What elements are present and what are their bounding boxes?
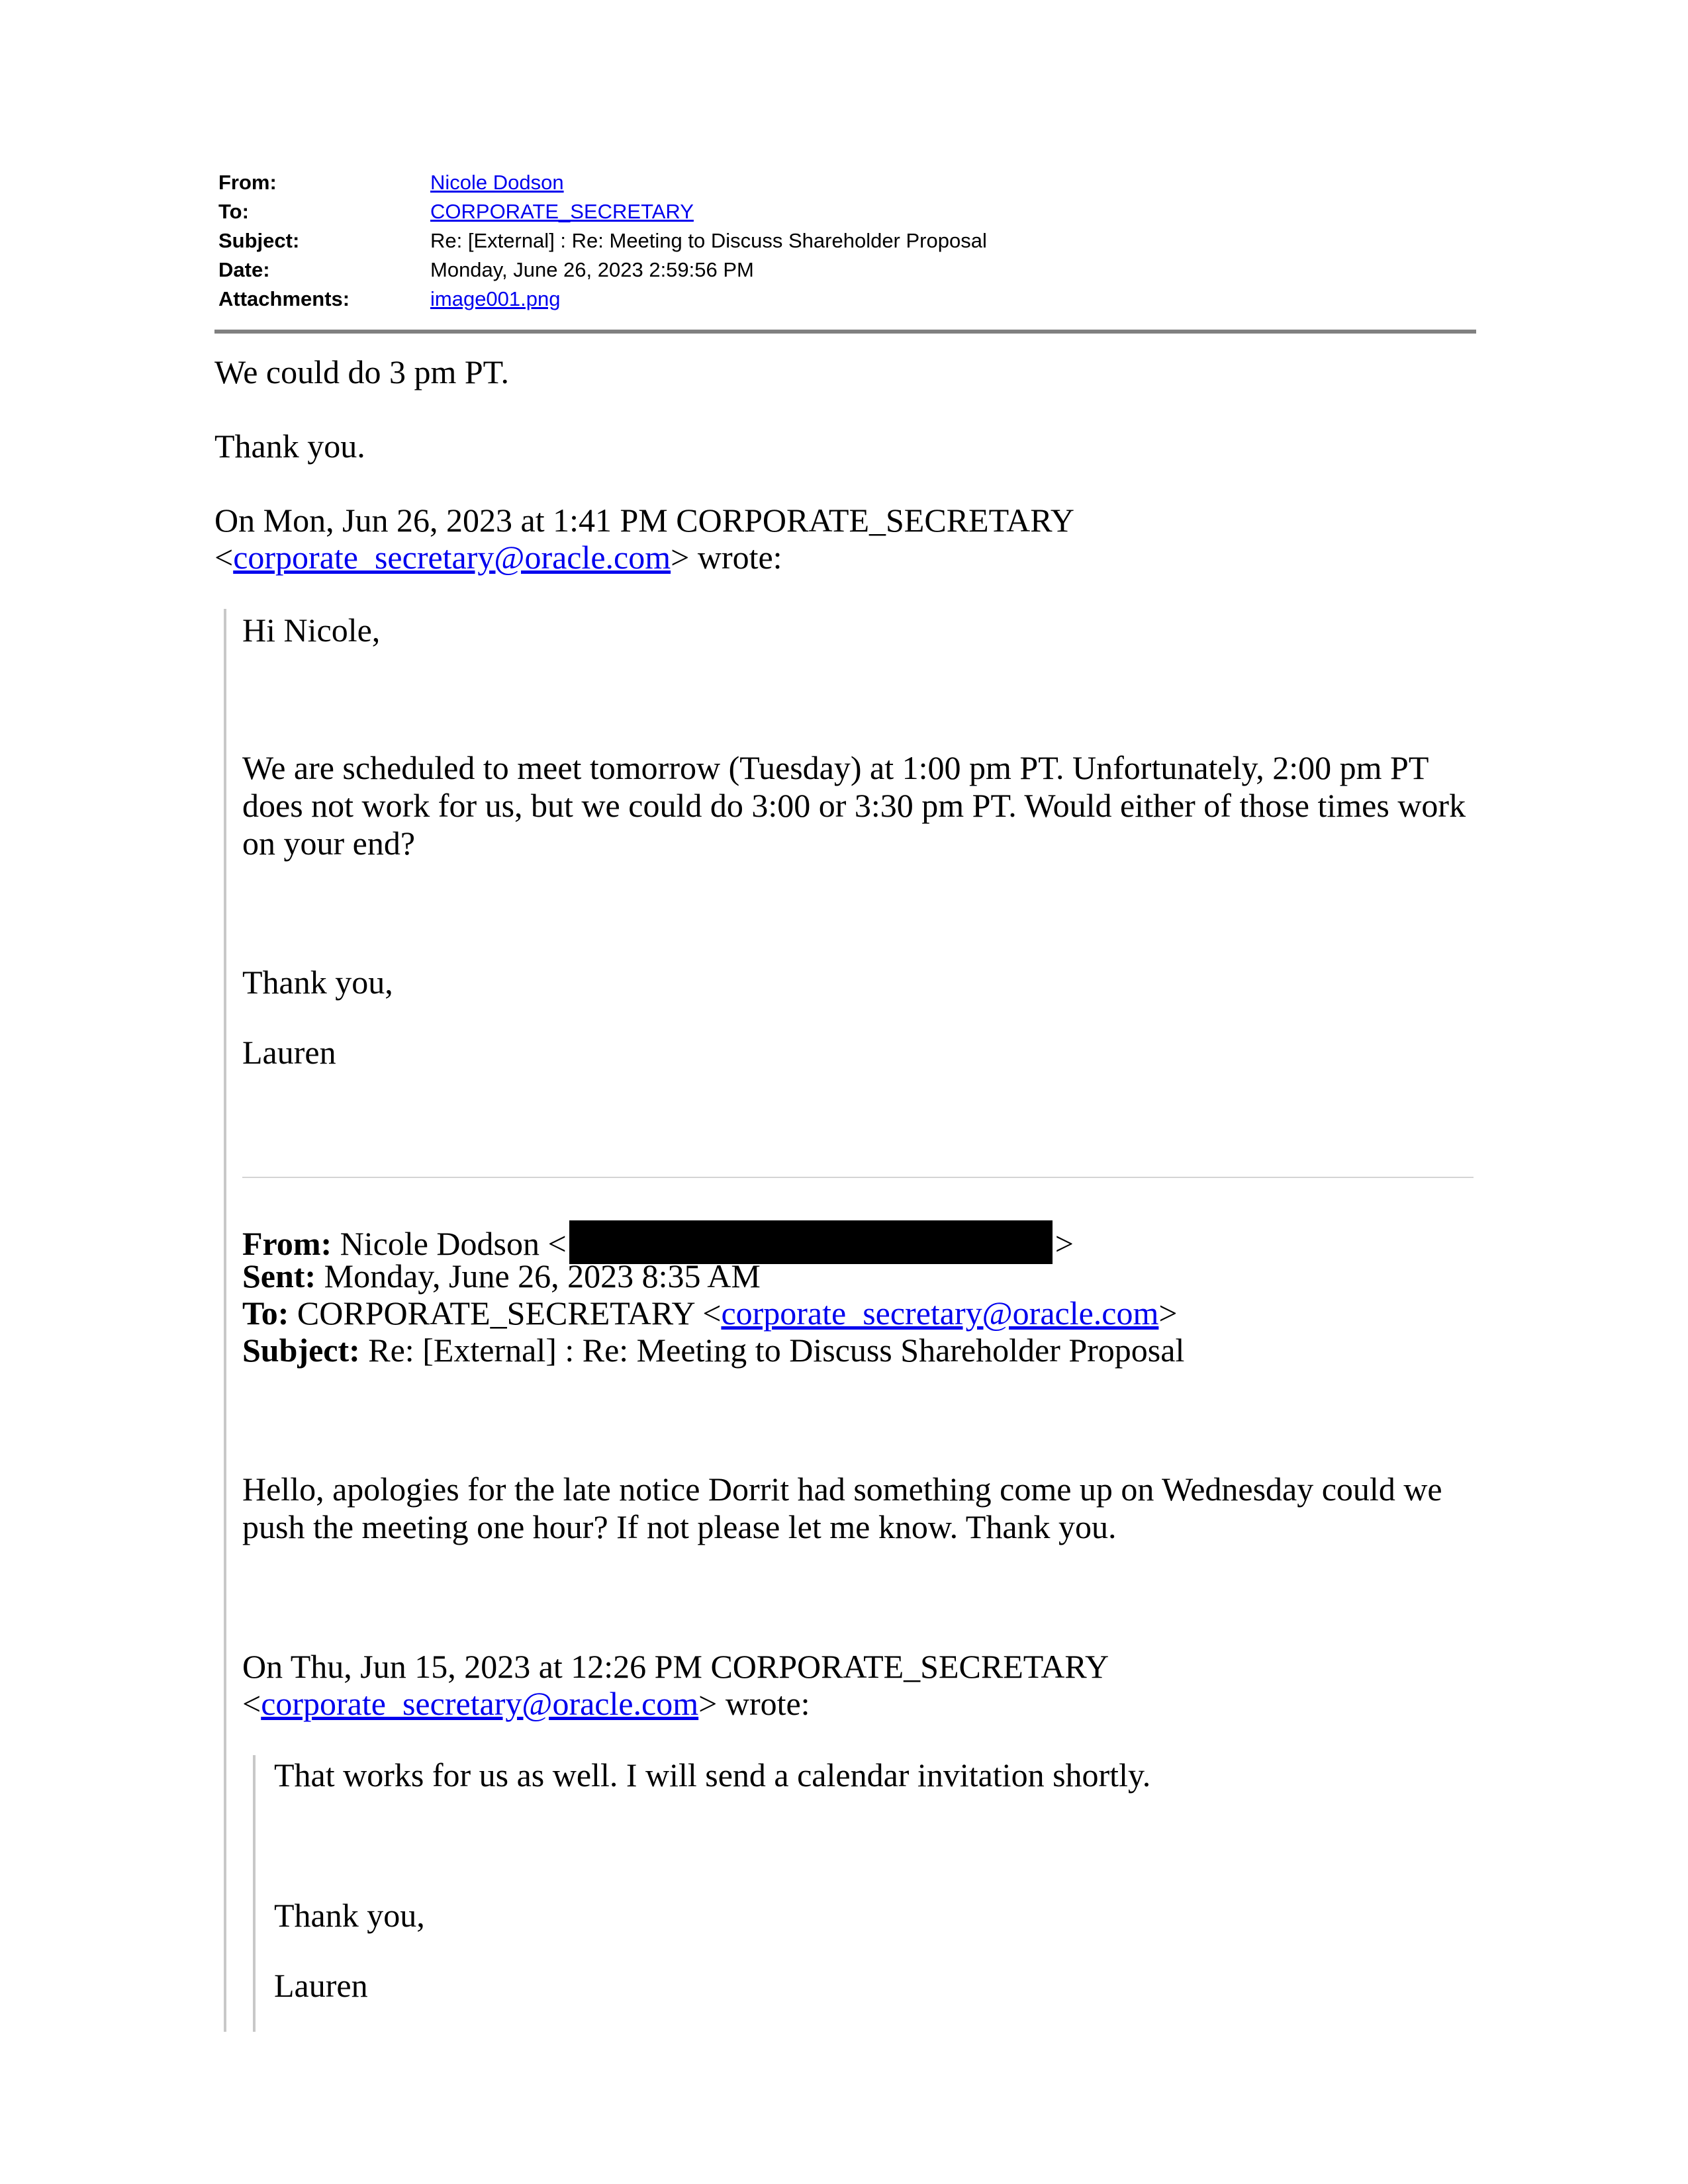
quote2-closing: Thank you, xyxy=(274,1897,425,1934)
reply-attribution-line-2 xyxy=(214,539,782,576)
quote-bar-level-2 xyxy=(253,1755,256,2032)
forwarded-to-value: CORPORATE_SECRETARY < xyxy=(297,1295,722,1332)
header-to-row xyxy=(218,197,1476,226)
header-attachments-label: Attachments: xyxy=(218,287,350,310)
quote1-signature: Lauren xyxy=(242,1034,336,1071)
forwarded-divider xyxy=(242,1177,1474,1178)
forwarded-to-email-link[interactable]: corporate_secretary@oracle.com xyxy=(721,1295,1159,1332)
header-from-row xyxy=(218,168,1476,197)
attachment-link[interactable]: image001.png xyxy=(430,287,561,310)
forwarded-body: Hello, apologies for the late notice Dorrit had something come up on Wednesday could we push the meeting one hour? If not please let me know. Thank you. xyxy=(242,1471,1442,1545)
forwarded-attribution-line-1: On Thu, Jun 15, 2023 at 12:26 PM CORPORATE_SECRETARY xyxy=(242,1648,1109,1685)
header-from-link[interactable]: Nicole Dodson xyxy=(430,171,564,194)
header-divider xyxy=(214,330,1476,334)
forwarded-sent-label: Sent: xyxy=(242,1257,316,1295)
header-subject-row xyxy=(218,226,1476,255)
forwarded-from-label: From: xyxy=(242,1225,332,1262)
quote1-greeting: Hi Nicole, xyxy=(242,612,381,649)
quote2-body: That works for us as well. I will send a calendar invitation shortly. xyxy=(274,1756,1151,1794)
reply-attribution-email-link[interactable]: corporate_secretary@oracle.com xyxy=(233,539,671,576)
forwarded-sent-line xyxy=(242,1257,761,1295)
forwarded-attribution-open: < xyxy=(242,1685,261,1722)
reply-line-2: Thank you. xyxy=(214,428,365,465)
forwarded-to-label: To: xyxy=(242,1295,289,1332)
forwarded-from-close: > xyxy=(1055,1225,1074,1262)
forwarded-attribution-email-link[interactable]: corporate_secretary@oracle.com xyxy=(261,1685,699,1722)
reply-line-1: We could do 3 pm PT. xyxy=(214,353,509,390)
header-subject-value: Re: [External] : Re: Meeting to Discuss Shareholder Proposal xyxy=(430,229,987,252)
header-to-label: To: xyxy=(218,200,249,223)
forwarded-from-value: Nicole Dodson < xyxy=(340,1225,567,1262)
header-date-value: Monday, June 26, 2023 2:59:56 PM xyxy=(430,258,754,281)
reply-attribution-close: > wrote: xyxy=(671,539,782,576)
forwarded-attribution-line-2 xyxy=(242,1685,810,1723)
reply-attribution-line-1: On Mon, Jun 26, 2023 at 1:41 PM CORPORATE_SECRETARY xyxy=(214,502,1074,539)
header-date-row xyxy=(218,255,1476,285)
forwarded-subject-label: Subject: xyxy=(242,1332,360,1369)
quote1-closing: Thank you, xyxy=(242,964,393,1001)
header-date-label: Date: xyxy=(218,258,270,281)
header-to-link[interactable]: CORPORATE_SECRETARY xyxy=(430,200,694,223)
header-from-label: From: xyxy=(218,171,277,194)
forwarded-subject-value: Re: [External] : Re: Meeting to Discuss Shareholder Proposal xyxy=(368,1332,1185,1369)
forwarded-sent-value: Monday, June 26, 2023 8:35 AM xyxy=(324,1257,761,1295)
forwarded-to-line xyxy=(242,1295,1178,1332)
quote1-body: We are scheduled to meet tomorrow (Tuesday) at 1:00 pm PT. Unfortunately, 2:00 pm PT does not work for us, but we could do 3:00 or 3:30 pm PT. Would either of those times work on your end? xyxy=(242,749,1466,862)
email-header xyxy=(218,168,1476,314)
quote2-signature: Lauren xyxy=(274,1967,368,2004)
forwarded-attribution-close: > wrote: xyxy=(698,1685,810,1722)
header-subject-label: Subject: xyxy=(218,229,300,252)
quote-bar-level-1 xyxy=(224,609,226,2032)
header-attachments-row xyxy=(218,285,1476,314)
reply-attribution-open: < xyxy=(214,539,234,576)
forwarded-to-close: > xyxy=(1158,1295,1178,1332)
forwarded-subject-line xyxy=(242,1332,1184,1369)
